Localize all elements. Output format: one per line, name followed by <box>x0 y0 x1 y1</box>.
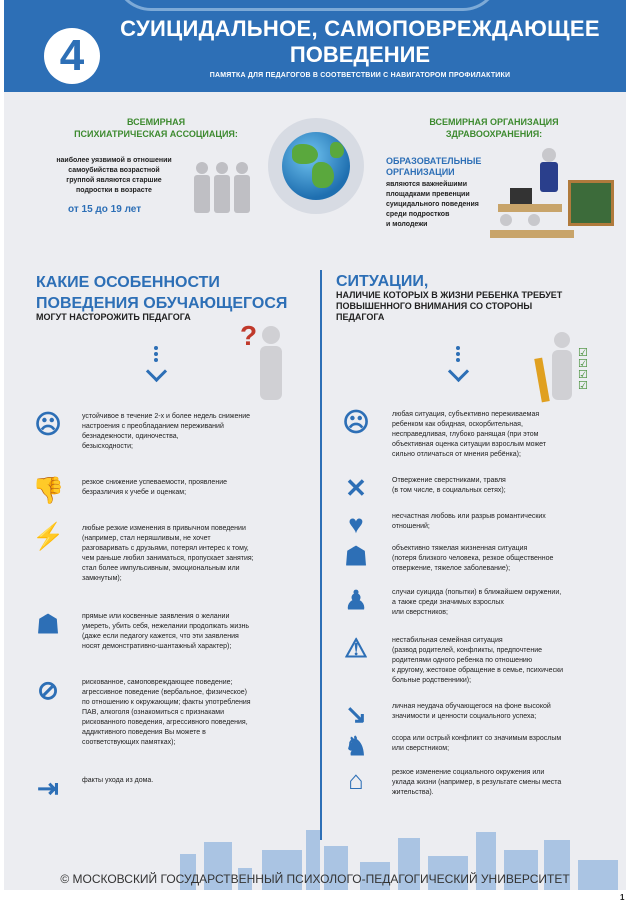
right-subheading <box>336 290 606 323</box>
list-item <box>392 410 620 460</box>
who-title-line2: ЗДРАВООХРАНЕНИЯ: <box>445 129 543 139</box>
list-item-line: (развод родителей, конфликты, предпочтение <box>392 647 542 654</box>
sad-face-icon: ☹ <box>342 407 370 437</box>
page-subtitle: ПАМЯТКА ДЛЯ ПЕДАГОГОВ В СООТВЕТСТВИИ С НАВИГАТОРОМ ПРОФИЛАКТИКИ <box>209 72 511 79</box>
wpa-text-line2: самоубийства возрастной <box>68 167 160 174</box>
who-text <box>386 180 479 230</box>
wpa-text-line4: подростки в возрасте <box>76 187 152 194</box>
wpa-text <box>44 156 184 196</box>
header-banner <box>4 0 626 92</box>
right-sub-line1: НАЛИЧИЕ КОТОРЫХ В ЖИЗНИ РЕБЕНКА ТРЕБУЕТ <box>336 290 563 300</box>
poster <box>4 0 626 890</box>
list-item <box>392 476 620 496</box>
right-heading: СИТУАЦИИ, <box>336 273 429 290</box>
right-sub-line2: ПОВЫШЕННОГО ВНИМАНИЯ СО СТОРОНЫ <box>336 301 533 311</box>
left-heading <box>36 272 316 314</box>
list-item-line: аддиктивного поведения Вы можете в <box>82 729 206 736</box>
checklist-figure-icon: ☑ ☑ ☑ ☑ <box>536 328 596 404</box>
broken-heart-icon: ♥ <box>348 509 364 539</box>
list-item-line: прямые или косвенные заявления о желании <box>82 613 230 620</box>
teenagers-icon <box>192 162 252 214</box>
left-heading-line1: КАКИЕ ОСОБЕННОСТИ <box>36 274 220 291</box>
list-item-line: безразличия к учебе и оценкам; <box>82 489 187 496</box>
sad-face-icon: ☹ <box>34 409 62 439</box>
page-title-line2: ПОВЕДЕНИЕ <box>289 42 431 67</box>
list-item-line: резкое снижение успеваемости, проявление <box>82 479 227 486</box>
who-text-line4: среди подростков <box>386 211 450 218</box>
list-item <box>392 734 620 754</box>
who-text-line3: суицидального поведения <box>386 201 479 208</box>
list-item-line: случаи суицида (попытки) в ближайшем окружении, <box>392 589 562 596</box>
list-item-line: или сверстником; <box>392 745 450 752</box>
list-item-line: по отношению к окружающим; факты употребления <box>82 699 251 706</box>
list-item-line: соответствующих памятках); <box>82 739 176 746</box>
who-highlight-line1: ОБРАЗОВАТЕЛЬНЫЕ <box>386 156 482 166</box>
list-item-line: Отвержение сверстниками, травля <box>392 477 506 484</box>
list-item-line: умереть, убить себя, нежелании продолжать жизнь <box>82 623 250 630</box>
list-item-line: агрессивное поведение (вербальное, физическое) <box>82 689 247 696</box>
who-highlight-line2: ОРГАНИЗАЦИИ <box>386 167 455 177</box>
list-item <box>82 412 308 452</box>
house-moving-icon: ⌂ <box>348 765 364 795</box>
column-divider <box>320 270 322 840</box>
distressed-person-icon: ☗ <box>344 541 368 571</box>
list-item-line: сильно отличаться от мнения ребёнка); <box>392 451 521 458</box>
who-highlight <box>386 156 481 178</box>
wpa-text-line3: группой являются старшие <box>66 177 162 184</box>
left-subheading: МОГУТ НАСТОРОЖИТЬ ПЕДАГОГА <box>36 312 191 322</box>
list-item-line: несчастная любовь или разрыв романтических <box>392 513 546 520</box>
list-item-line: (потеря близкого человека, резкое общественное <box>392 555 554 562</box>
list-item-line: нестабильная семейная ситуация <box>392 637 503 644</box>
classroom-illustration <box>490 140 614 258</box>
question-figure-icon: ? <box>232 320 292 402</box>
falling-chart-icon: ↘ <box>345 699 367 729</box>
list-item-line: стал более импульсивным, эмоциональным или <box>82 565 240 572</box>
list-item-line: настроения с преобладанием переживаний <box>82 423 224 430</box>
list-item-line: безнадежности, одиночества, <box>82 433 179 440</box>
wpa-title-line2: ПСИХИАТРИЧЕСКАЯ АССОЦИАЦИЯ: <box>74 129 238 139</box>
list-item-line: факты ухода из дома. <box>82 777 154 784</box>
list-item-line: (например, стал неряшливым, не хочет <box>82 535 211 542</box>
list-item <box>82 612 308 652</box>
list-item-line: любые резкие изменения в привычном поведении <box>82 525 246 532</box>
list-item-line: к другому, жестокое обращение в семье, психически <box>392 667 564 674</box>
wpa-age: от 15 до 19 лет <box>68 204 142 215</box>
list-item-line: отвержение, тяжелое заболевание); <box>392 565 511 572</box>
person-gun-icon: ☗ <box>36 609 60 639</box>
list-item <box>82 678 308 748</box>
list-item-line: объективно тяжелая жизненная ситуация <box>392 545 528 552</box>
list-item-line: а также среди значимых взрослых <box>392 599 504 606</box>
list-item <box>392 702 620 722</box>
person-candle-icon: ♟ <box>344 585 368 615</box>
list-item-line: разговаривать с друзьями, потерял интерес к тому, <box>82 545 249 552</box>
family-conflict-icon: ⚠ <box>344 633 368 663</box>
list-item-line: отношений; <box>392 523 430 530</box>
exit-door-icon: ⇥ <box>37 773 59 803</box>
list-item-line: (в том числе, в социальных сетях); <box>392 487 506 494</box>
list-item <box>392 512 620 532</box>
list-item <box>392 544 620 574</box>
list-item-line: объективная оценка ситуации взрослым может <box>392 441 547 448</box>
left-heading-line2: ПОВЕДЕНИЯ ОБУЧАЮЩЕГОСЯ <box>36 295 288 312</box>
list-item-line: жительства). <box>392 789 434 796</box>
page-number: 1 <box>620 893 625 902</box>
list-item-line: ребенком как обидная, оскорбительная, <box>392 421 523 428</box>
list-item-line: устойчивое в течение 2-х и более недель снижение <box>82 413 251 420</box>
who-text-line2: площадками превенции <box>386 191 470 198</box>
list-item-line: больные родственники); <box>392 677 472 684</box>
list-item <box>82 524 308 584</box>
list-item-line: родителями одного ребенка по отношению <box>392 657 533 664</box>
list-item-line: значимости и ценности социального успеха; <box>392 713 537 720</box>
down-arrow-icon <box>448 344 468 379</box>
wpa-title <box>46 116 266 140</box>
list-item <box>392 768 620 798</box>
list-item <box>392 636 620 686</box>
syringe-icon: ⊘ <box>37 675 59 705</box>
list-item-line: ПАВ, алкоголя (ознакомиться с признаками <box>82 709 225 716</box>
list-item-line: безысходности; <box>82 443 133 450</box>
footer-copyright: © МОСКОВСКИЙ ГОСУДАРСТВЕННЫЙ ПСИХОЛОГО-ПЕДАГОГИЧЕСКИЙ УНИВЕРСИТЕТ <box>60 872 570 886</box>
who-title <box>384 116 604 140</box>
wpa-text-line1: наиболее уязвимой в отношении <box>56 157 172 164</box>
list-item-line: любая ситуация, субъективно переживаемая <box>392 411 540 418</box>
page-title-line1: СУИЦИДАЛЬНОЕ, САМОПОВРЕЖДАЮЩЕЕ <box>120 16 600 41</box>
list-item-line: несправедливая, глубоко ранящая (при этом <box>392 431 539 438</box>
list-item-line: носят демонстративно-шантажный характер); <box>82 643 232 650</box>
section-number: 4 <box>44 28 100 84</box>
wpa-title-line1: ВСЕМИРНАЯ <box>126 117 186 127</box>
list-item-line: замкнутым); <box>82 575 122 582</box>
decorative-arc <box>114 0 500 11</box>
thumbs-down-icon: 👎 <box>32 475 65 505</box>
list-item-line: или сверстников; <box>392 609 448 616</box>
list-item <box>82 776 308 786</box>
list-item-line: рискованного поведения, агрессивного поведения, <box>82 719 248 726</box>
down-arrow-icon <box>146 344 166 379</box>
who-text-line1: являются важнейшими <box>386 181 467 188</box>
globe-icon <box>268 118 364 214</box>
cross-icon: ✕ <box>345 473 367 503</box>
list-item <box>392 588 620 618</box>
right-sub-line3: ПЕДАГОГА <box>336 312 385 322</box>
list-item-line: личная неудача обучающегося на фоне высокой <box>392 703 551 710</box>
list-item-line: уклада жизни (например, в результате смены места <box>392 779 562 786</box>
argument-icon: ⚡ <box>32 521 65 551</box>
list-item-line: резкое изменение социального окружения или <box>392 769 545 776</box>
list-item-line: (даже если педагогу кажется, что эти заявления <box>82 633 239 640</box>
who-text-line5: и молодежи <box>386 221 428 228</box>
conflict-adult-icon: ♞ <box>344 731 368 761</box>
list-item-line: рискованное, самоповреждающее поведение; <box>82 679 233 686</box>
who-title-line1: ВСЕМИРНАЯ ОРГАНИЗАЦИЯ <box>429 117 559 127</box>
list-item-line: чем раньше любил заниматься, пропускает занятия; <box>82 555 254 562</box>
list-item-line: ссора или острый конфликт со значимым взрослым <box>392 735 562 742</box>
list-item <box>82 478 308 498</box>
